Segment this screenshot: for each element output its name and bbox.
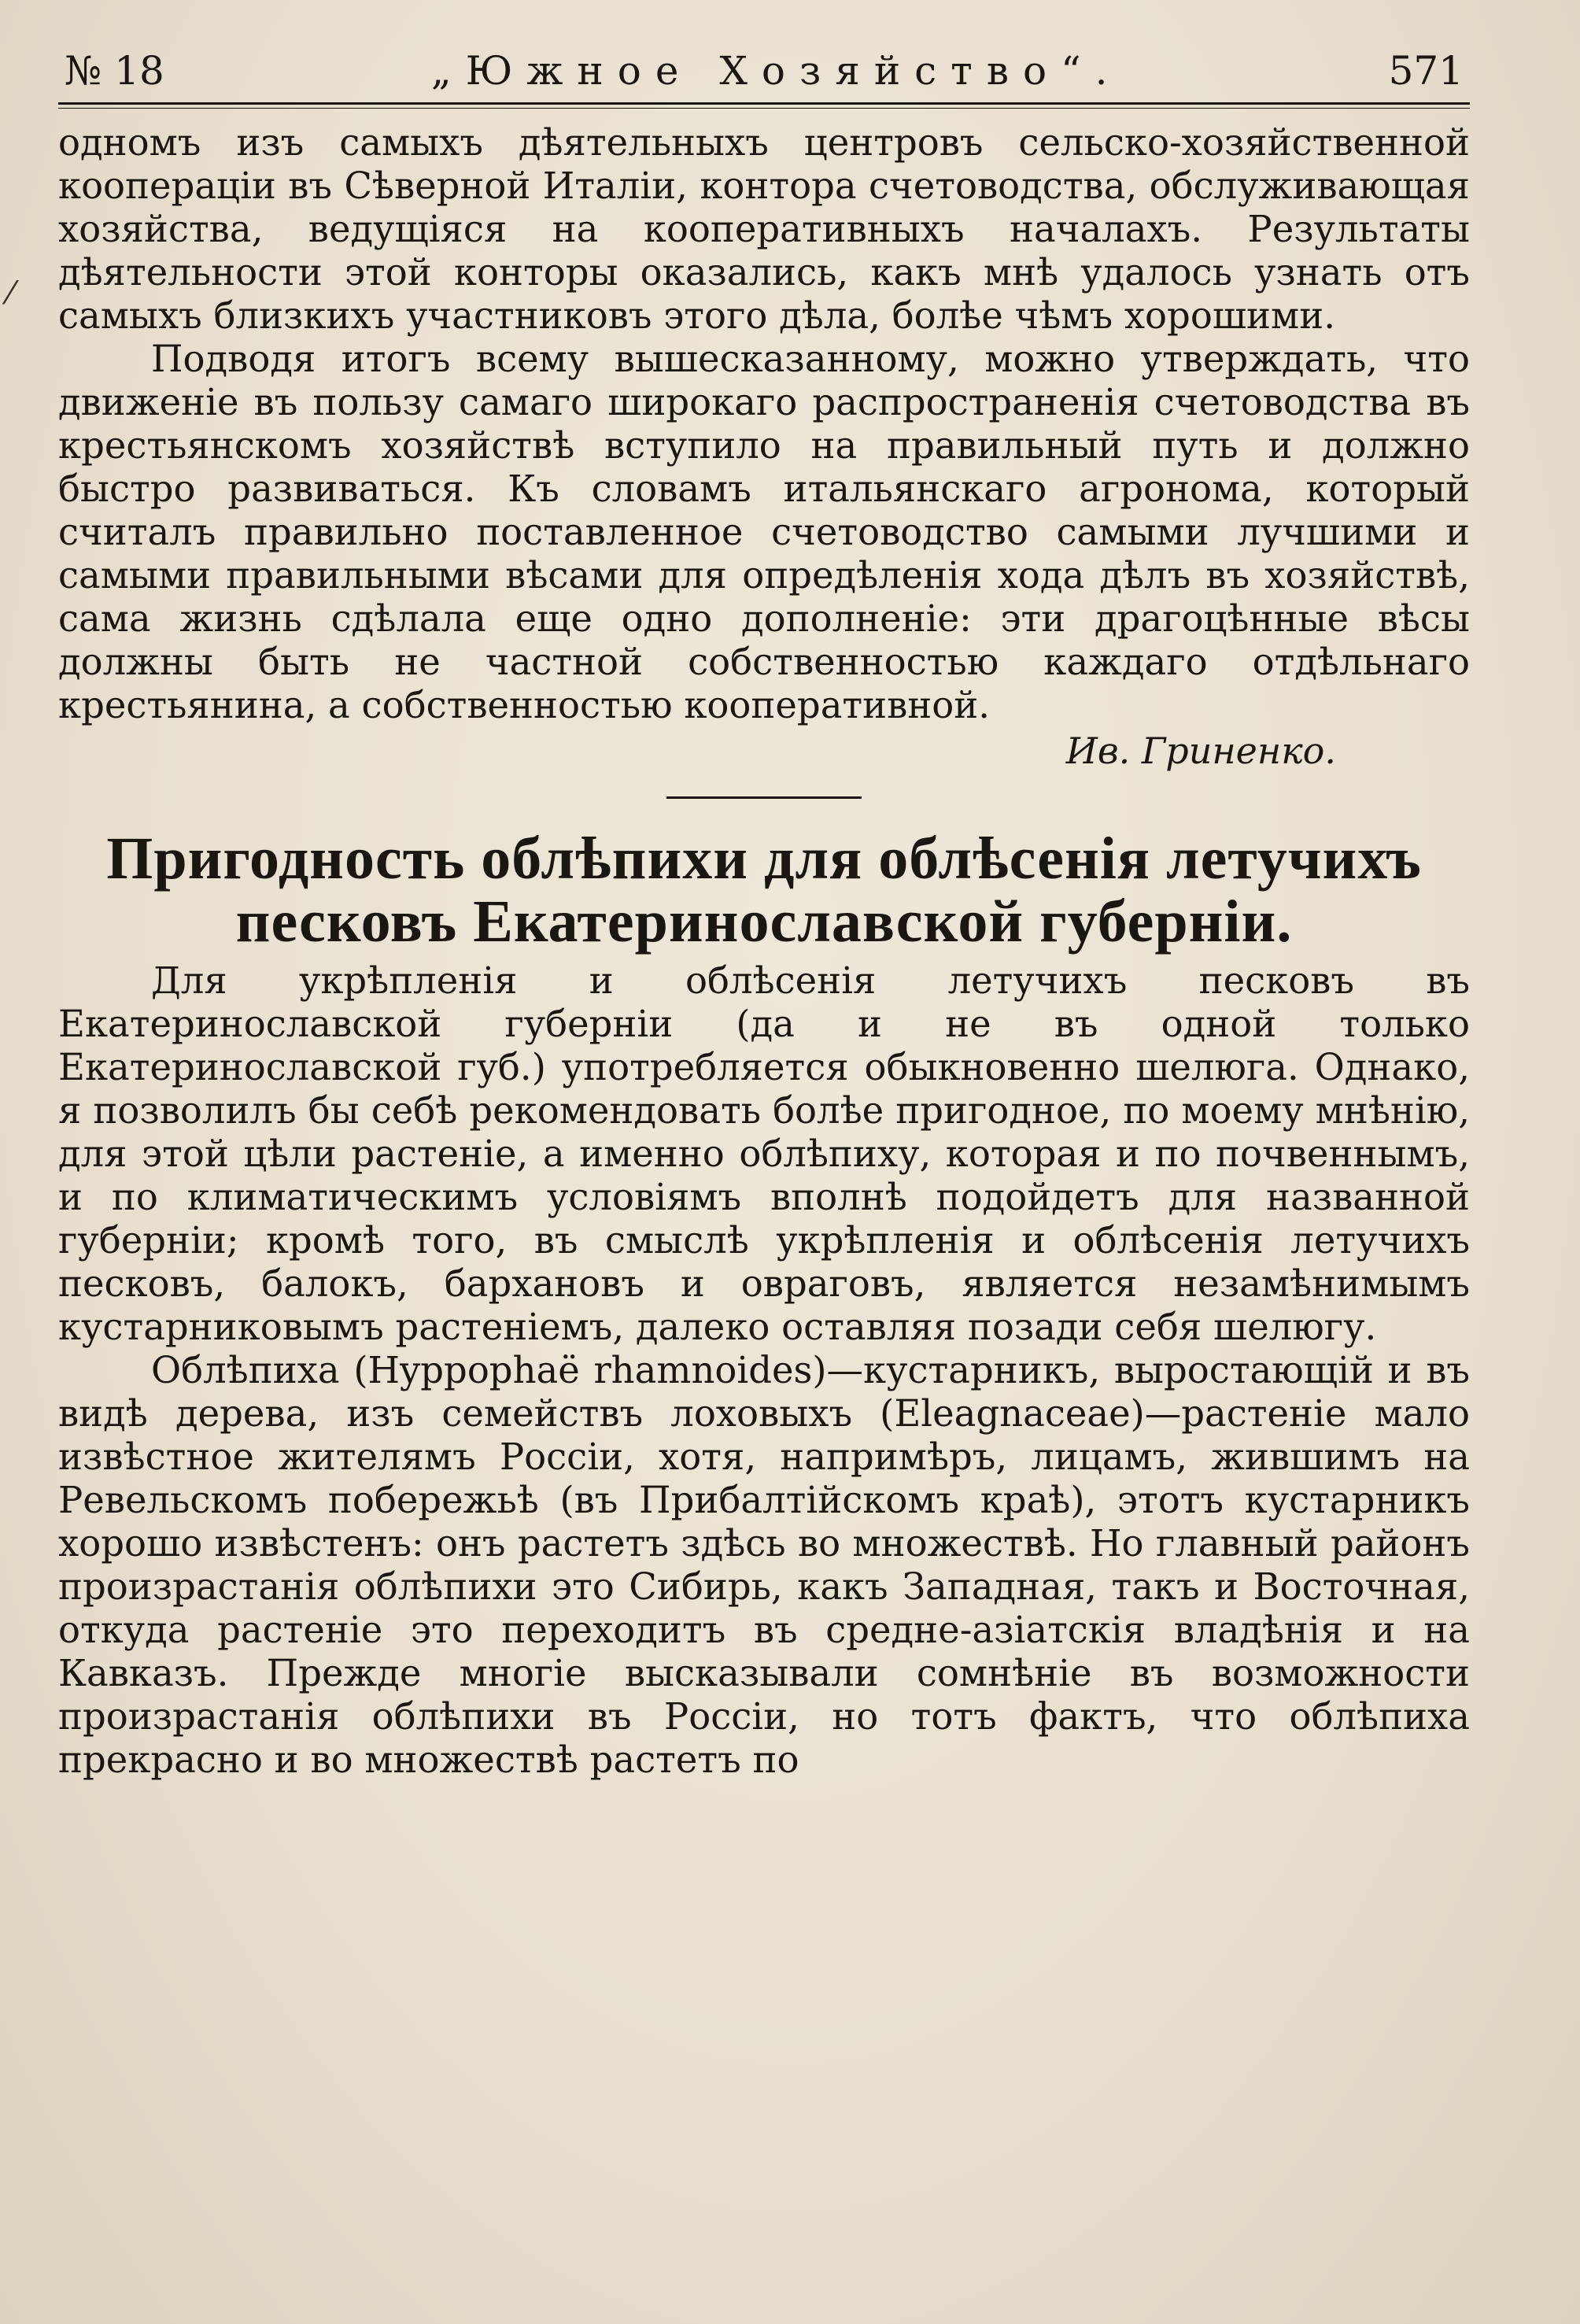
- article2-paragraph-1: Для укрѣпленiя и облѣсенiя летучихъ песковъ въ Екатеринославской губернiи (да и не въ одной только Екатеринославской губ.) употребляется обыкновенно шелюга. Однако, я позволилъ бы себѣ рекомендовать болѣе пригодное, по моему мнѣнiю, для этой цѣли растенiе, а именно облѣпиху, которая и по почвеннымъ, и по климатическимъ условiямъ вполнѣ подойдетъ для названной губернiи; кромѣ того, въ смыслѣ укрѣпленiя и облѣсенiя летучихъ песковъ, балокъ, бархановъ и овраговъ, является незамѣнимымъ кустарниковымъ растенiемъ, далеко оставляя позади себя шелюгу.: [58, 959, 1470, 1348]
- section-divider: [666, 796, 862, 799]
- article1-paragraph-1: одномъ изъ самыхъ дѣятельныхъ центровъ сельско-хозяйственной кооперацiи въ Сѣверной Италiи, контора счетоводства, обслуживающая хозяйства, ведущiяся на кооперативныхъ началахъ. Результаты дѣятельности этой конторы оказались, какъ мнѣ удалось узнать отъ самыхъ близкихъ участниковъ этого дѣла, болѣе чѣмъ хорошими.: [58, 121, 1470, 337]
- margin-pencil-mark: ⁄: [8, 275, 13, 312]
- article2-title-line-1: Пригодность облѣпихи для облѣсенiя летучихъ: [106, 826, 1422, 892]
- issue-number: № 18: [65, 48, 164, 94]
- article2-title: [58, 827, 1470, 953]
- article2-title-line-2: песковъ Екатеринославской губернiи.: [235, 889, 1293, 955]
- article1-paragraph-2: Подводя итогъ всему вышесказанному, можно утверждать, что движенiе въ пользу самаго широкаго распространенiя счетоводства въ крестьянскомъ хозяйствѣ вступило на правильный путь и должно быстро развиваться. Къ словамъ итальянскаго агронома, который считалъ правильно поставленное счетоводство самыми лучшими и самыми правильными вѣсами для опредѣленiя хода дѣлъ въ хозяйствѣ, сама жизнь сдѣлала еще одно дополненiе: эти драгоцѣнные вѣсы должны быть не частной собственностью каждаго отдѣльнаго крестьянина, а собственностью кооперативной.: [58, 338, 1470, 726]
- journal-title: „Южное Хозяйство“.: [430, 48, 1122, 94]
- header-double-rule: [58, 102, 1470, 109]
- article2-paragraph-2: Облѣпиха (Hypрорhaё rhamnoides)—кустарникъ, выростающiй и въ видѣ дерева, изъ семействъ лоховыхъ (Eleagnaceae)—растенiе мало извѣстное жителямъ Россiи, хотя, напримѣръ, лицамъ, жившимъ на Ревельскомъ побережьѣ (въ Прибалтiйскомъ краѣ), этотъ кустарникъ хорошо извѣстенъ: онъ растетъ здѣсь во множествѣ. Но главный районъ произрастанiя облѣпихи это Сибирь, какъ Западная, такъ и Восточная, откуда растенiе это переходитъ въ средне-азiатскiя владѣнiя и на Кавказъ. Прежде многiе высказывали сомнѣнiе въ возможности произрастанiя облѣпихи въ Россiи, но тотъ фактъ, что облѣпиха прекрасно и во множествѣ растетъ по: [58, 1349, 1470, 1781]
- author-signature: Ив. Гриненко.: [1065, 730, 1336, 772]
- running-header: [58, 47, 1470, 94]
- page-number: 571: [1388, 48, 1464, 94]
